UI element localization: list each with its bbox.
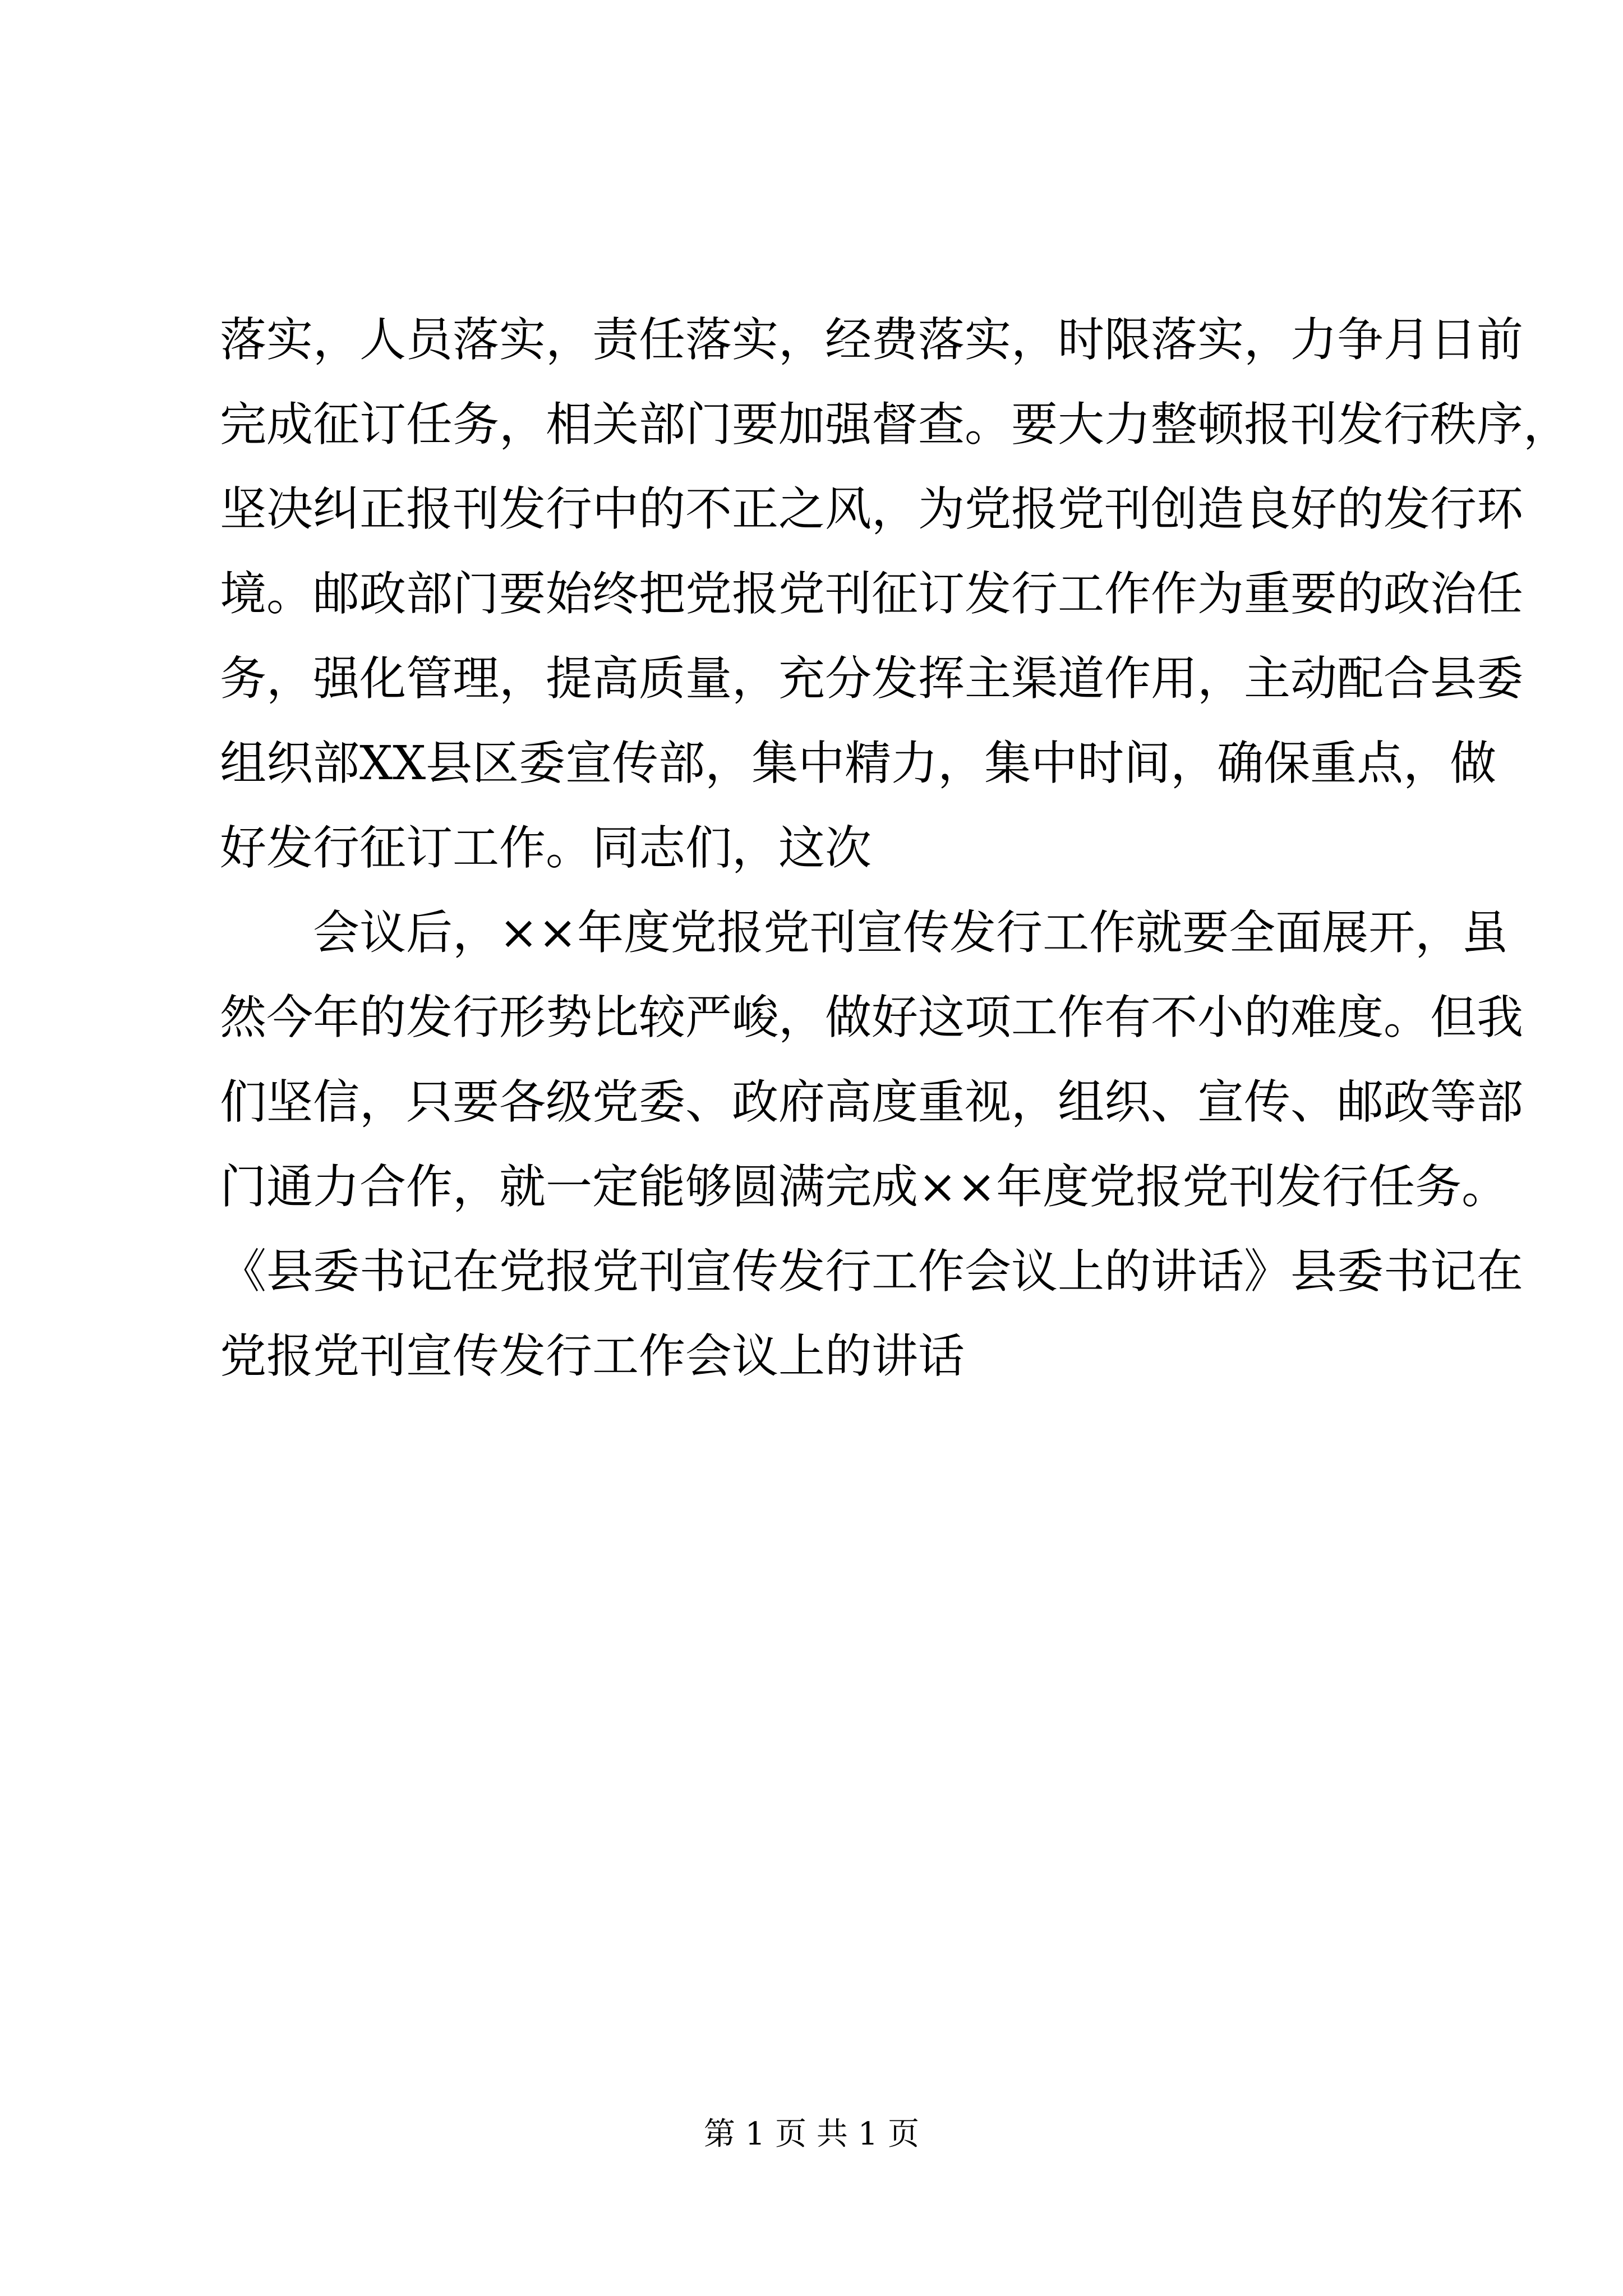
text-line: 完成征订任务，相关部门要加强督查。要大力整顿报刊发行秩序， xyxy=(220,397,1570,452)
text-line: 党报党刊宣传发行工作会议上的讲话 xyxy=(220,1329,965,1383)
text-line: 境。邮政部门要始终把党报党刊征订发行工作作为重要的政治任 xyxy=(220,567,1523,621)
paragraph-1 xyxy=(220,297,1570,890)
page-footer: 第 1 页 共 1 页 xyxy=(703,2116,920,2152)
text-line: 会议后，××年度党报党刊宣传发行工作就要全面展开，虽 xyxy=(313,905,1509,960)
body-text xyxy=(220,297,1570,1398)
text-line: 然今年的发行形势比较严峻，做好这项工作有不小的难度。但我 xyxy=(220,990,1523,1045)
text-line: 组织部XX县区委宣传部，集中精力，集中时间，确保重点，做 xyxy=(220,736,1497,790)
text-line: 务，强化管理，提高质量，充分发挥主渠道作用，主动配合县委 xyxy=(220,651,1523,706)
text-line: 好发行征订工作。同志们，这次 xyxy=(220,821,872,875)
text-line: 们坚信，只要各级党委、政府高度重视，组织、宣传、邮政等部 xyxy=(220,1075,1523,1129)
text-line: 坚决纠正报刊发行中的不正之风，为党报党刊创造良好的发行环 xyxy=(220,482,1523,536)
text-line: 门通力合作，就一定能够圆满完成××年度党报党刊发行任务。 xyxy=(220,1159,1509,1214)
paragraph-2 xyxy=(220,890,1523,1398)
text-line: 《县委书记在党报党刊宣传发行工作会议上的讲话》县委书记在 xyxy=(220,1244,1523,1299)
text-line: 落实，人员落实，责任落实，经费落实，时限落实，力争月日前 xyxy=(220,312,1523,367)
